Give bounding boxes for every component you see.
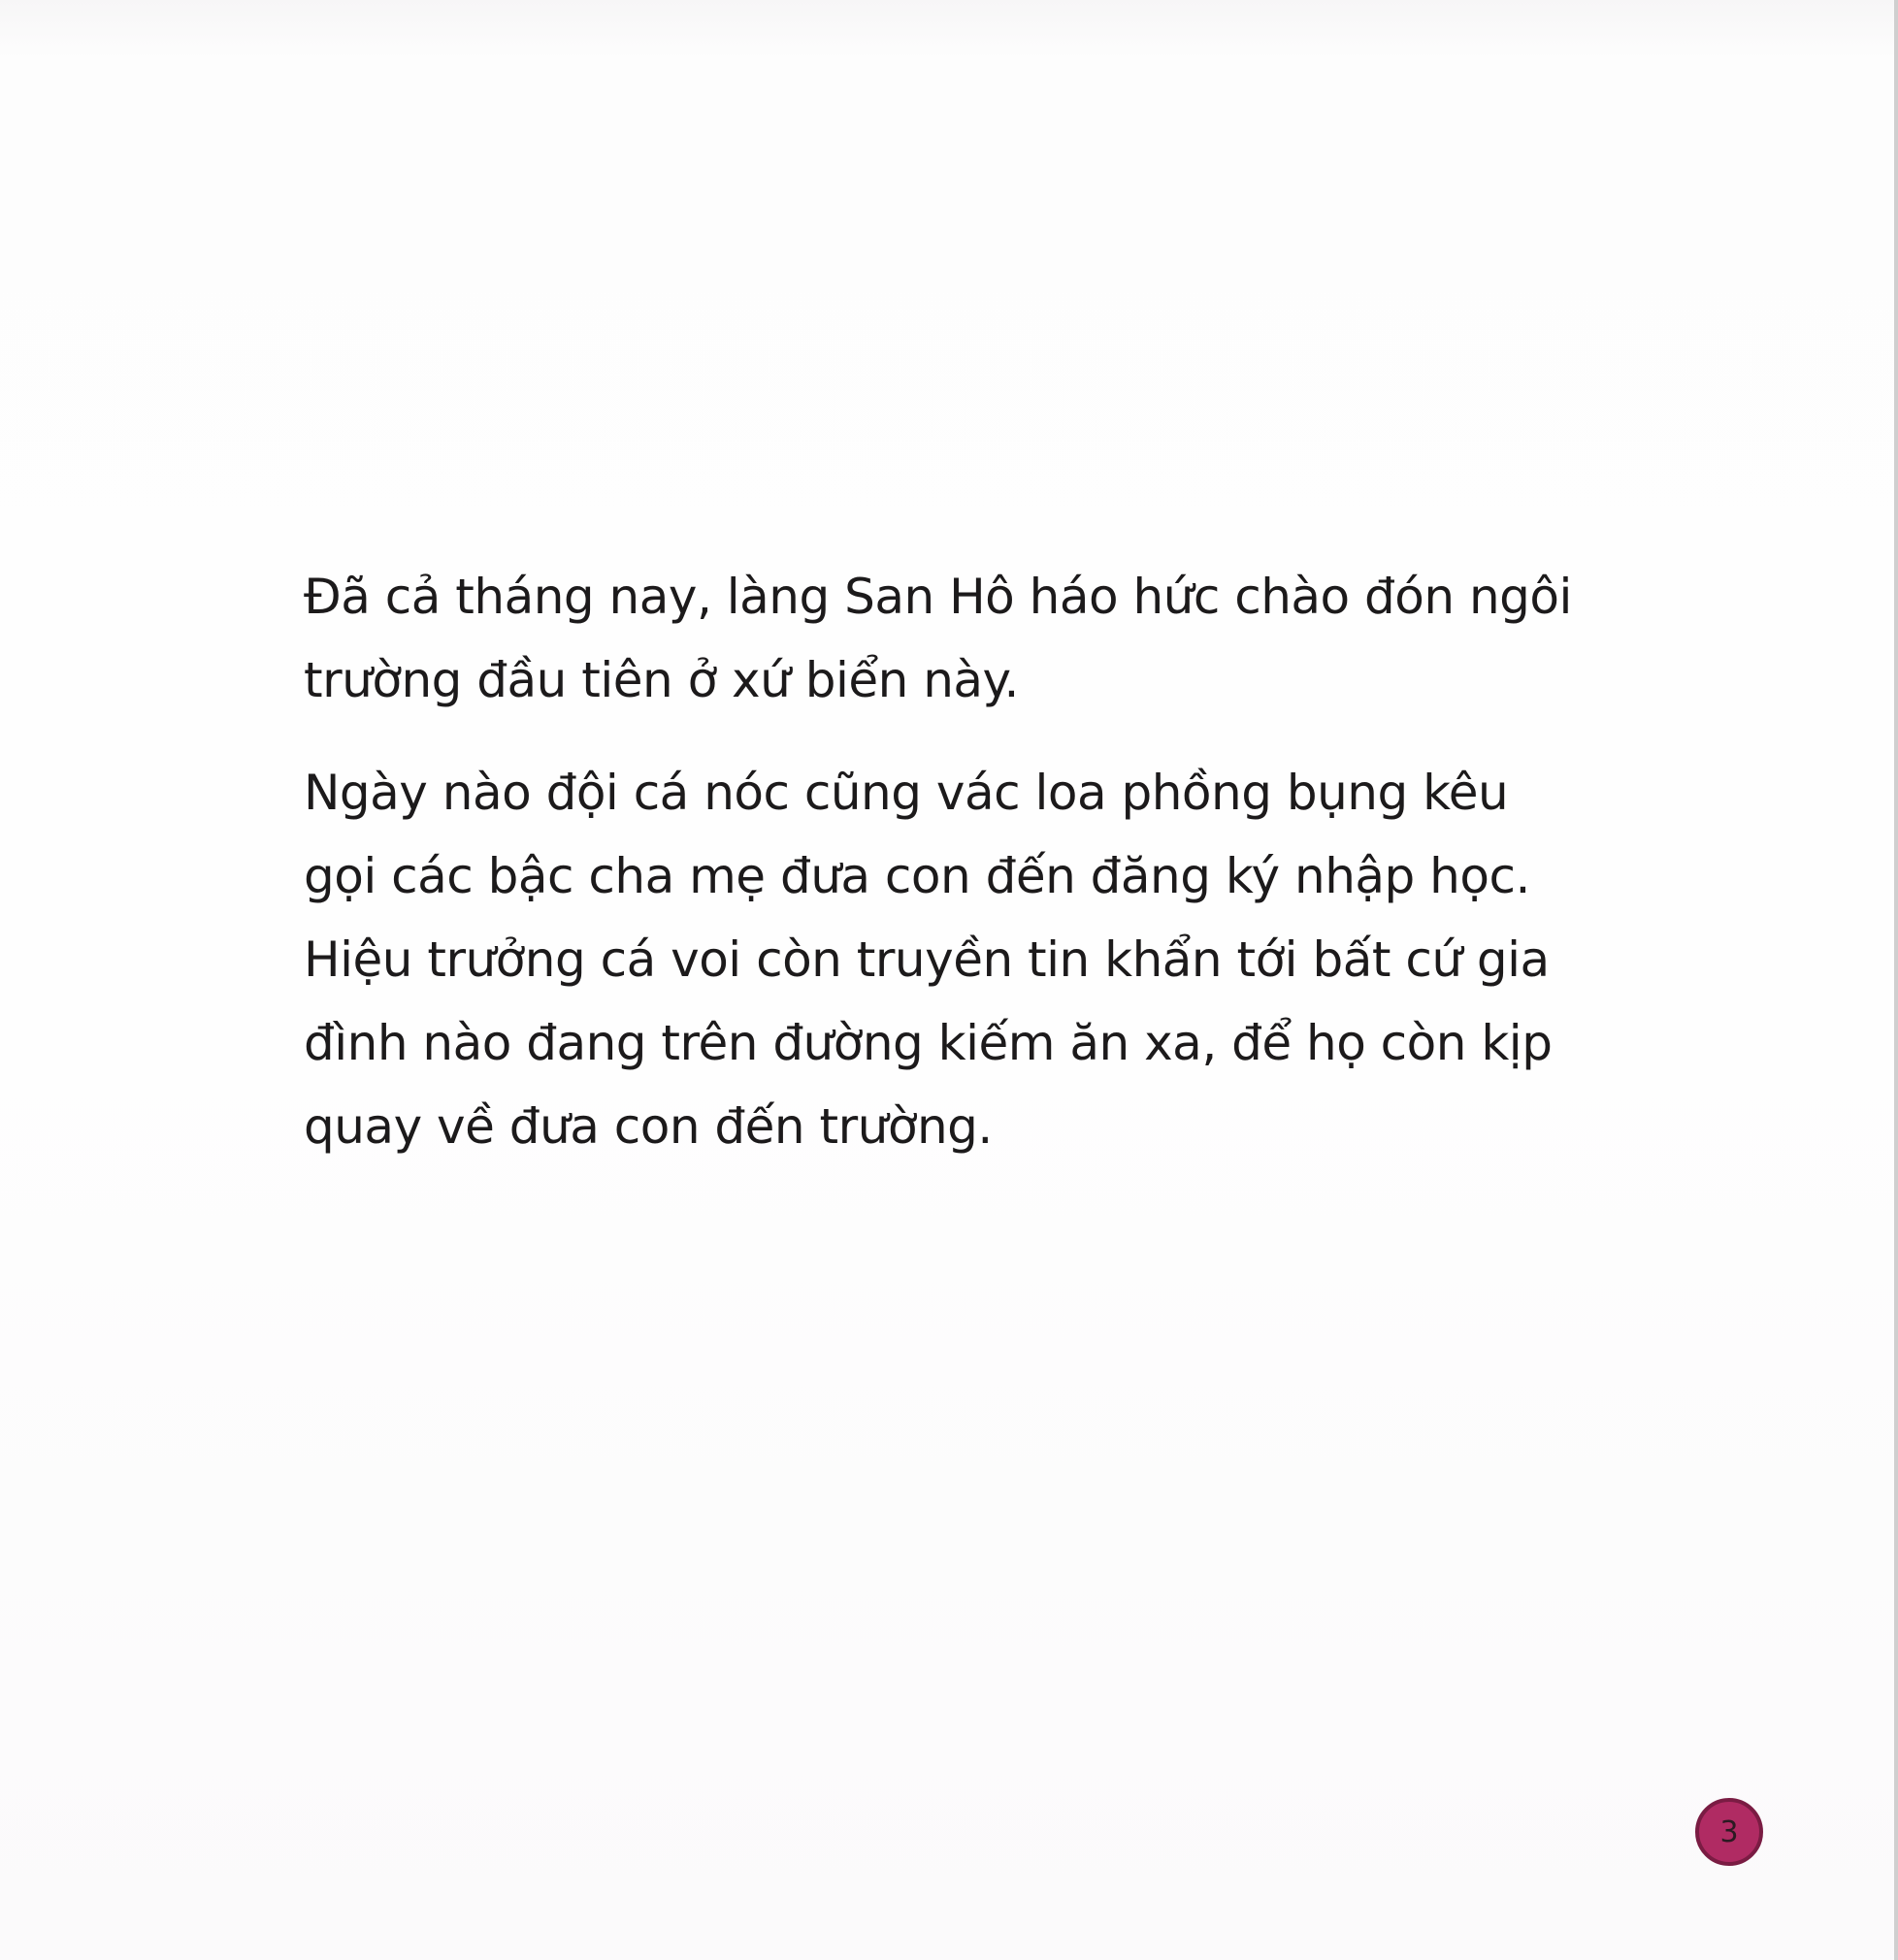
page-number: 3 <box>1719 1814 1739 1849</box>
text-line: gọi các bậc cha mẹ đưa con đến đăng ký nhập học. <box>304 848 1530 904</box>
paragraph-1 <box>304 555 1662 722</box>
text-line: trường đầu tiên ở xứ biển này. <box>304 652 1019 708</box>
paragraph-2 <box>304 751 1662 1168</box>
text-line: đình nào đang trên đường kiếm ăn xa, để họ còn kịp <box>304 1015 1553 1071</box>
page-number-badge <box>1695 1798 1763 1866</box>
text-line: Ngày nào đội cá nóc cũng vác loa phồng bụng kêu <box>304 765 1509 821</box>
story-text <box>304 555 1662 1168</box>
text-line: Hiệu trưởng cá voi còn truyền tin khẩn tới bất cứ gia <box>304 931 1550 988</box>
text-line: quay về đưa con đến trường. <box>304 1098 993 1155</box>
text-line: Đã cả tháng nay, làng San Hô háo hức chào đón ngôi <box>304 569 1572 625</box>
page-edge <box>1894 0 1898 1960</box>
